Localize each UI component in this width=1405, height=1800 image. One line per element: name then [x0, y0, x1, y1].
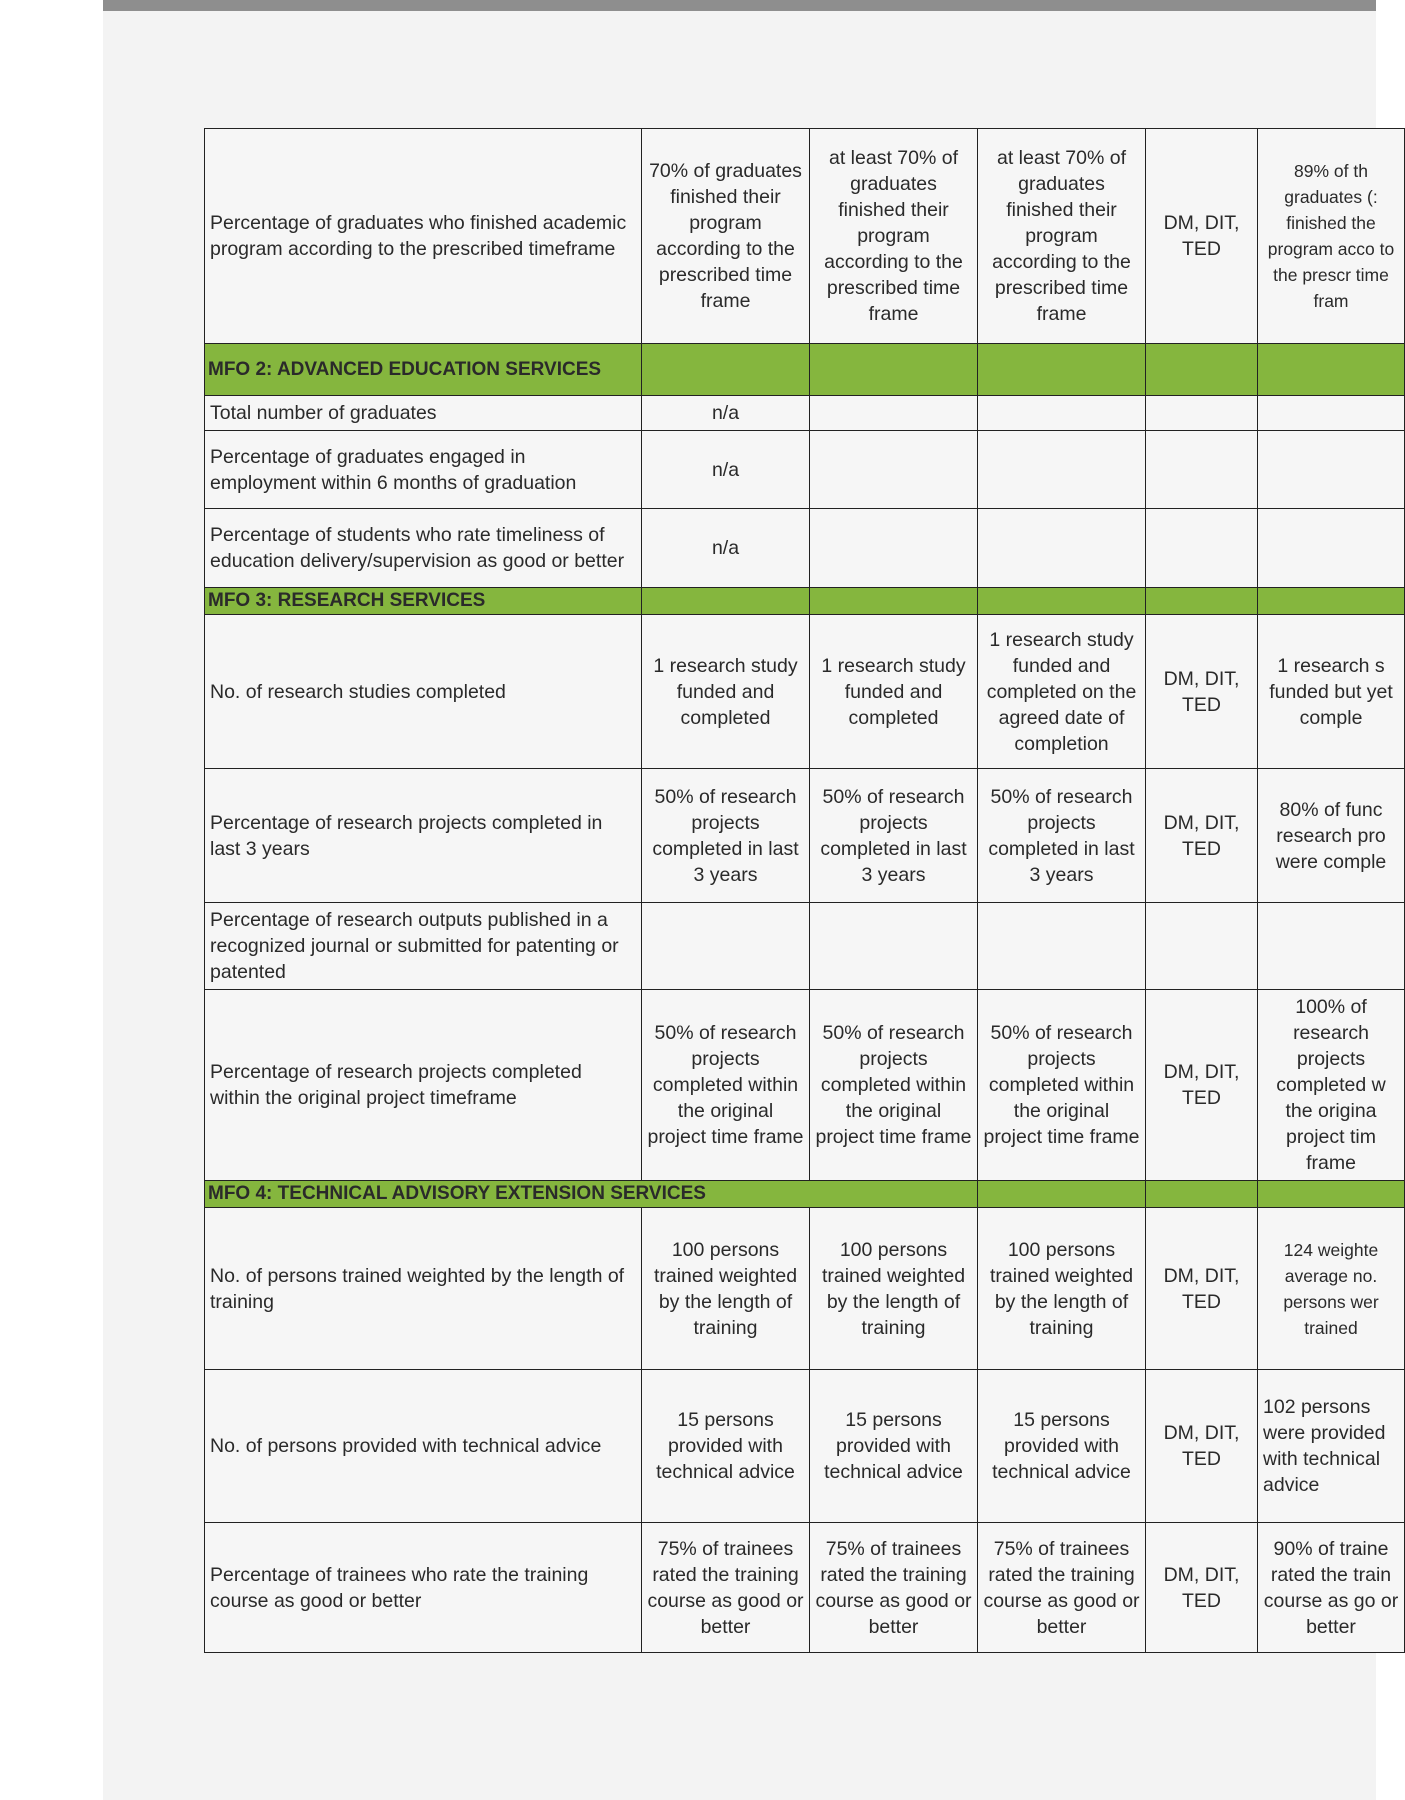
- section-header: MFO 3: RESEARCH SERVICES: [205, 588, 642, 615]
- section-header-row: [205, 1181, 1405, 1208]
- table-row: [205, 1370, 1405, 1523]
- target-cell: 15 persons provided with technical advice: [978, 1370, 1146, 1523]
- accomplishment-cell: 1 research s funded but yet comple: [1258, 615, 1405, 769]
- accomplishment-cell: 80% of func research pro were comple: [1258, 769, 1405, 903]
- target-cell: 50% of research projects completed within the original project time frame: [642, 990, 810, 1181]
- section-header-row: [205, 344, 1405, 396]
- table-row: [205, 990, 1405, 1181]
- indicator-cell: Percentage of trainees who rate the training course as good or better: [205, 1523, 642, 1653]
- accomplishment-cell: 100% of research projects completed w the origina project tim frame: [1258, 990, 1405, 1181]
- table-row: [205, 1208, 1405, 1370]
- target-cell: n/a: [642, 431, 810, 509]
- scan-margin: [0, 0, 103, 1800]
- office-cell: DM, DIT, TED: [1146, 1523, 1258, 1653]
- target-cell: 50% of research projects completed in last 3 years: [642, 769, 810, 903]
- scan-top-edge: [103, 0, 1376, 11]
- office-cell: DM, DIT, TED: [1146, 990, 1258, 1181]
- target-cell: 1 research study funded and completed: [642, 615, 810, 769]
- target-cell: n/a: [642, 396, 810, 431]
- accomplishment-cell: 90% of traine rated the train course as go or better: [1258, 1523, 1405, 1653]
- target-cell: 100 persons trained weighted by the length of training: [642, 1208, 810, 1370]
- indicator-cell: Percentage of graduates who finished academic program according to the prescribed timeframe: [205, 129, 642, 344]
- table-row: [205, 615, 1405, 769]
- indicator-cell: Percentage of graduates engaged in employment within 6 months of graduation: [205, 431, 642, 509]
- office-cell: DM, DIT, TED: [1146, 1208, 1258, 1370]
- table-row: [205, 769, 1405, 903]
- table-row: [205, 431, 1405, 509]
- target-cell: 70% of graduates finished their program according to the prescribed time frame: [642, 129, 810, 344]
- indicator-cell: Total number of graduates: [205, 396, 642, 431]
- indicator-cell: No. of research studies completed: [205, 615, 642, 769]
- target-cell: at least 70% of graduates finished their program according to the prescribed time frame: [978, 129, 1146, 344]
- target-cell: at least 70% of graduates finished their program according to the prescribed time frame: [810, 129, 978, 344]
- indicator-cell: Percentage of research outputs published in a recognized journal or submitted for patenting or patented: [205, 903, 642, 990]
- table-row: [205, 129, 1405, 344]
- indicator-cell: No. of persons trained weighted by the length of training: [205, 1208, 642, 1370]
- accomplishment-cell: 102 persons were provided with technical advice: [1258, 1370, 1405, 1523]
- target-cell: 75% of trainees rated the training course as good or better: [642, 1523, 810, 1653]
- target-cell: n/a: [642, 509, 810, 588]
- target-cell: 75% of trainees rated the training course as good or better: [978, 1523, 1146, 1653]
- target-cell: 1 research study funded and completed: [810, 615, 978, 769]
- performance-table: [204, 128, 1405, 1653]
- target-cell: 100 persons trained weighted by the length of training: [810, 1208, 978, 1370]
- office-cell: DM, DIT, TED: [1146, 615, 1258, 769]
- office-cell: DM, DIT, TED: [1146, 129, 1258, 344]
- accomplishment-cell: 124 weighte average no. persons wer trained: [1258, 1208, 1405, 1370]
- section-header: MFO 2: ADVANCED EDUCATION SERVICES: [205, 344, 642, 396]
- target-cell: 75% of trainees rated the training course as good or better: [810, 1523, 978, 1653]
- indicator-cell: Percentage of research projects completed within the original project timeframe: [205, 990, 642, 1181]
- target-cell: 15 persons provided with technical advice: [810, 1370, 978, 1523]
- target-cell: 15 persons provided with technical advice: [642, 1370, 810, 1523]
- section-header-row: [205, 588, 1405, 615]
- section-header: MFO 4: TECHNICAL ADVISORY EXTENSION SERVICES: [205, 1181, 978, 1208]
- target-cell: 50% of research projects completed within the original project time frame: [810, 990, 978, 1181]
- accomplishment-cell: 89% of th graduates (: finished the program acco to the prescr time fram: [1258, 129, 1405, 344]
- office-cell: DM, DIT, TED: [1146, 769, 1258, 903]
- table-row: [205, 1523, 1405, 1653]
- target-cell: 50% of research projects completed in last 3 years: [978, 769, 1146, 903]
- target-cell: 100 persons trained weighted by the length of training: [978, 1208, 1146, 1370]
- office-cell: DM, DIT, TED: [1146, 1370, 1258, 1523]
- target-cell: 1 research study funded and completed on the agreed date of completion: [978, 615, 1146, 769]
- target-cell: 50% of research projects completed in last 3 years: [810, 769, 978, 903]
- indicator-cell: Percentage of research projects completed in last 3 years: [205, 769, 642, 903]
- table-row: [205, 509, 1405, 588]
- table-row: [205, 396, 1405, 431]
- indicator-cell: Percentage of students who rate timeliness of education delivery/supervision as good or better: [205, 509, 642, 588]
- indicator-cell: No. of persons provided with technical advice: [205, 1370, 642, 1523]
- target-cell: 50% of research projects completed within the original project time frame: [978, 990, 1146, 1181]
- table-row: [205, 903, 1405, 990]
